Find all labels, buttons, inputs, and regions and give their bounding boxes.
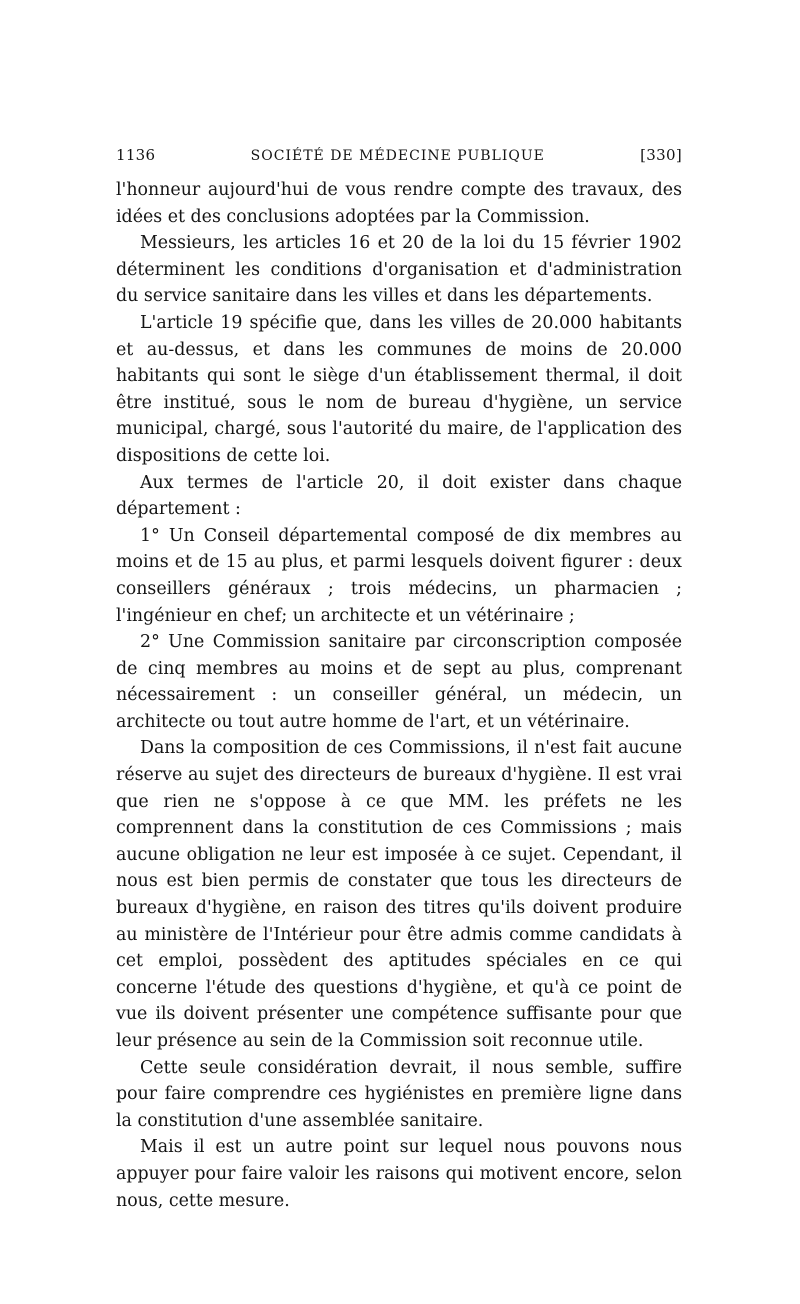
paragraph: 1° Un Conseil départemental composé de dix membres au moins et de 15 au plus, et parmi lesquels doivent figurer : deux conseillers généraux ; trois médecins, un pharmacien ; l'ingénieur en chef; un architecte et un vétérinaire ; bbox=[116, 525, 682, 626]
section-number: [330] bbox=[640, 146, 682, 164]
body-text bbox=[116, 177, 682, 1214]
paragraph: 2° Une Commission sanitaire par circonscription composée de cinq membres au moins et de sept au plus, comprenant nécessairement : un conseiller général, un médecin, un architecte ou tout autre homme de l'art, et un vétérinaire. bbox=[116, 632, 682, 732]
running-title: SOCIÉTÉ DE MÉDECINE PUBLIQUE bbox=[250, 148, 545, 164]
paragraph: Cette seule considération devrait, il nous semble, suffire pour faire comprendre ces hygiénistes en première ligne dans la constitution d'une assemblée sanitaire. bbox=[116, 1057, 682, 1131]
paragraph: Mais il est un autre point sur lequel nous pouvons nous appuyer pour faire valoir les raisons qui motivent encore, selon nous, cette mesure. bbox=[116, 1137, 682, 1211]
book-page bbox=[116, 146, 682, 1214]
running-head bbox=[116, 146, 682, 164]
paragraph: L'article 19 spécifie que, dans les villes de 20.000 habitants et au-dessus, et dans les communes de moins de 20.000 habitants qui sont le siège d'un établissement thermal, il doit être institué, sous le nom de bureau d'hygiène, un service municipal, chargé, sous l'autorité du maire, de l'application des dispositions de cette loi. bbox=[116, 312, 682, 466]
paragraph: Dans la composition de ces Commissions, il n'est fait aucune réserve au sujet des directeurs de bureaux d'hygiène. Il est vrai que rien ne s'oppose à ce que MM. les préfets ne les comprennent dans la constitution de ces Commissions ; mais aucune obligation ne leur est imposée à ce sujet. Cependant, il nous est bien permis de constater que tous les directeurs de bureaux d'hygiène, en raison des titres qu'ils doivent produire au ministère de l'Intérieur pour être admis comme candidats à cet emploi, possèdent des aptitudes spéciales en ce qui concerne l'étude des questions d'hygiène, et qu'à ce point de vue ils doivent présenter une compétence suffisante pour que leur présence au sein de la Commission soit reconnue utile. bbox=[116, 738, 682, 1051]
paragraph: Messieurs, les articles 16 et 20 de la loi du 15 février 1902 déterminent les conditions d'organisation et d'administration du service sanitaire dans les villes et dans les départements. bbox=[116, 233, 682, 307]
paragraph: l'honneur aujourd'hui de vous rendre compte des travaux, des idées et des conclusions adoptées par la Commission. bbox=[116, 180, 682, 227]
paragraph: Aux termes de l'article 20, il doit exister dans chaque département : bbox=[116, 472, 682, 520]
page-number: 1136 bbox=[116, 146, 156, 164]
